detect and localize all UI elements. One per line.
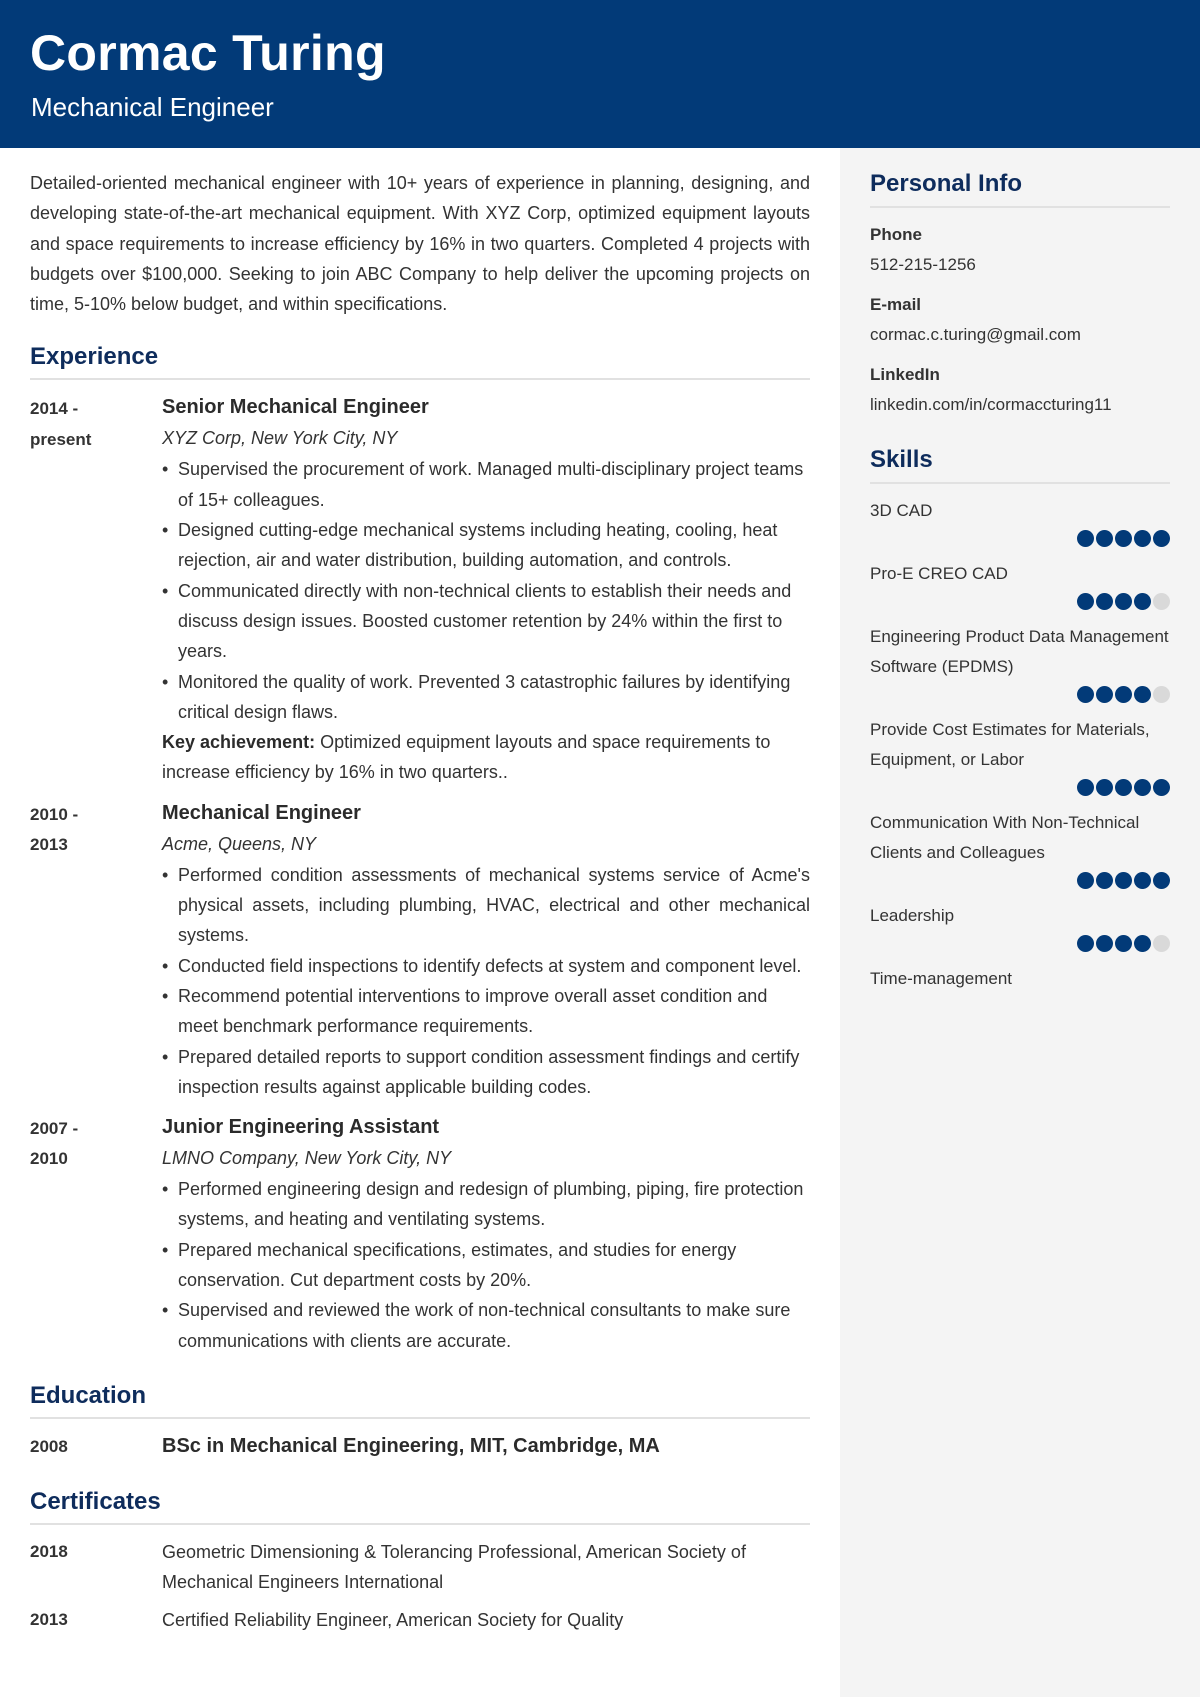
key-achievement-label: Key achievement: — [162, 732, 316, 753]
rating-dot-filled — [1077, 686, 1094, 703]
rating-dot-filled — [1115, 779, 1132, 796]
phone-value: 512-215-1256 — [870, 255, 976, 274]
education-heading: Education — [30, 1382, 810, 1419]
experience-heading: Experience — [30, 343, 810, 380]
personal-info-section — [870, 170, 1170, 1005]
certificate-year: 2018 — [30, 1541, 68, 1561]
skill-name: Provide Cost Estimates for Materials, Equipment, or Labor — [870, 720, 1150, 769]
certificates-heading: Certificates — [30, 1488, 810, 1525]
rating-dot-empty — [1153, 593, 1170, 610]
rating-dot-filled — [1134, 593, 1151, 610]
rating-dot-filled — [1077, 872, 1094, 889]
skill-item — [870, 964, 1170, 994]
experience-dates — [30, 392, 162, 787]
skill-item — [870, 559, 1170, 611]
rating-dot-filled — [1077, 530, 1094, 547]
skill-name: Engineering Product Data Management Software (EPDMS) — [870, 627, 1169, 676]
profile-summary: Detailed-oriented mechanical engineer with 10+ years of experience in planning, designing, and developing state-of-the-art mechanical equipment. With XYZ Corp, optimized equipment layouts and space requirements to increase efficiency by 16% in two quarters. Completed 4 projects with budgets over $100,000. Seeking to join ABC Company to help deliver the upcoming projects on time, 5-10% below budget, and within specifications. — [30, 173, 810, 315]
skills-heading: Skills — [870, 446, 1170, 484]
rating-dot-filled — [1115, 530, 1132, 547]
rating-dot-empty — [1153, 935, 1170, 952]
bullet-item: • Communicated directly with non-technical clients to establish their needs and discuss design issues. Boosted customer retention by 24% within the first to years. — [162, 576, 810, 667]
linkedin-value: linkedin.com/in/cormaccturing11 — [870, 395, 1112, 414]
skill-rating — [870, 872, 1170, 890]
rating-dot-filled — [1134, 872, 1151, 889]
experience-entry — [30, 1112, 810, 1356]
skill-item — [870, 496, 1170, 548]
rating-dot-filled — [1115, 593, 1132, 610]
bullet-item: • Supervised the procurement of work. Managed multi-disciplinary project teams of 15+ colleagues. — [162, 454, 810, 515]
rating-dot-filled — [1115, 872, 1132, 889]
skill-name: Communication With Non-Technical Clients and Colleagues — [870, 813, 1140, 862]
bullet-item: • Supervised and reviewed the work of non-technical consultants to make sure communications with clients are accurate. — [162, 1295, 810, 1356]
certificate-name: Geometric Dimensioning & Tolerancing Professional, American Society of Mechanical Engineers International — [162, 1541, 746, 1593]
education-entry — [30, 1435, 810, 1458]
date-end: present — [30, 429, 92, 449]
personal-info-heading: Personal Info — [870, 170, 1170, 208]
skills-list — [870, 496, 1170, 994]
date-start: 2010 - — [30, 804, 79, 824]
phone-label: Phone — [870, 225, 922, 244]
experience-entry — [30, 798, 810, 1102]
bullet-item: • Monitored the quality of work. Prevented 3 catastrophic failures by identifying critical design flaws. — [162, 667, 810, 728]
rating-dot-filled — [1077, 779, 1094, 796]
bullet-item: • Designed cutting-edge mechanical systems including heating, cooling, heat rejection, air and water distribution, building automation, and controls. — [162, 515, 810, 576]
job-bullets — [162, 454, 810, 727]
job-role: Junior Engineering Assistant — [162, 1116, 440, 1139]
skill-item — [870, 715, 1170, 797]
key-achievement — [162, 727, 810, 788]
rating-dot-filled — [1134, 530, 1151, 547]
email-label: E-mail — [870, 295, 922, 314]
rating-dot-filled — [1096, 593, 1113, 610]
job-role: Mechanical Engineer — [162, 801, 361, 824]
rating-dot-filled — [1096, 686, 1113, 703]
rating-dot-filled — [1077, 593, 1094, 610]
rating-dot-filled — [1096, 935, 1113, 952]
rating-dot-filled — [1134, 935, 1151, 952]
skill-rating — [870, 779, 1170, 797]
rating-dot-filled — [1096, 872, 1113, 889]
skill-rating — [870, 686, 1170, 704]
rating-dot-filled — [1096, 530, 1113, 547]
date-end: 2010 — [30, 1149, 68, 1169]
rating-dot-filled — [1134, 686, 1151, 703]
rating-dot-filled — [1115, 686, 1132, 703]
job-company: XYZ Corp, New York City, NY — [162, 428, 398, 449]
skill-item — [870, 622, 1170, 704]
skill-item — [870, 808, 1170, 890]
candidate-title: Mechanical Engineer — [31, 92, 274, 122]
rating-dot-filled — [1115, 935, 1132, 952]
bullet-item: • Conducted field inspections to identify defects at system and component level. — [162, 951, 810, 981]
education-degree: BSc in Mechanical Engineering, MIT, Cambridge, MA — [162, 1434, 660, 1457]
candidate-name: Cormac Turing — [30, 25, 386, 81]
bullet-item: • Prepared detailed reports to support condition assessment findings and certify inspection results against applicable building codes. — [162, 1042, 810, 1103]
certificate-entry — [30, 1537, 810, 1598]
linkedin-label: LinkedIn — [870, 365, 940, 384]
skill-rating — [870, 935, 1170, 953]
job-bullets — [162, 1174, 810, 1356]
rating-dot-filled — [1096, 779, 1113, 796]
date-end: 2013 — [30, 835, 68, 855]
rating-dot-empty — [1153, 686, 1170, 703]
main-column — [30, 168, 810, 1635]
skill-name: Time-management — [870, 969, 1013, 988]
experience-dates — [30, 1112, 162, 1356]
skill-name: Leadership — [870, 906, 955, 925]
certificate-name: Certified Reliability Engineer, American Society for Quality — [162, 1609, 624, 1630]
skill-item — [870, 901, 1170, 953]
key-achievement-text: Optimized equipment layouts and space requirements to increase efficiency by 16% in two quarters.. — [162, 732, 771, 783]
rating-dot-filled — [1077, 935, 1094, 952]
experience-dates — [30, 798, 162, 1102]
job-company: LMNO Company, New York City, NY — [162, 1148, 452, 1169]
job-company: Acme, Queens, NY — [162, 833, 317, 854]
experience-entry — [30, 392, 810, 787]
rating-dot-filled — [1153, 530, 1170, 547]
skill-rating — [870, 593, 1170, 611]
rating-dot-filled — [1134, 779, 1151, 796]
skill-name: Pro-E CREO CAD — [870, 564, 1008, 583]
bullet-item: • Performed engineering design and redesign of plumbing, piping, fire protection systems, and heating and ventilating systems. — [162, 1174, 810, 1235]
email-value: cormac.c.turing@gmail.com — [870, 325, 1081, 344]
skill-rating — [870, 530, 1170, 548]
bullet-item: • Recommend potential interventions to improve overall asset condition and meet benchmark performance requirements. — [162, 981, 810, 1042]
job-bullets — [162, 860, 810, 1102]
job-role: Senior Mechanical Engineer — [162, 396, 429, 419]
bullet-item: • Performed condition assessments of mechanical systems service of Acme's physical assets, including plumbing, HVAC, electrical and other mechanical systems. — [162, 860, 810, 951]
skill-name: 3D CAD — [870, 501, 933, 520]
bullet-item: • Prepared mechanical specifications, estimates, and studies for energy conservation. Cut department costs by 20%. — [162, 1235, 810, 1296]
resume-header — [0, 0, 1200, 148]
date-start: 2007 - — [30, 1119, 79, 1139]
certificate-entry — [30, 1605, 810, 1635]
rating-dot-filled — [1153, 779, 1170, 796]
rating-dot-filled — [1153, 872, 1170, 889]
date-start: 2014 - — [30, 399, 79, 419]
certificate-year: 2013 — [30, 1609, 68, 1629]
education-year: 2008 — [30, 1436, 68, 1456]
